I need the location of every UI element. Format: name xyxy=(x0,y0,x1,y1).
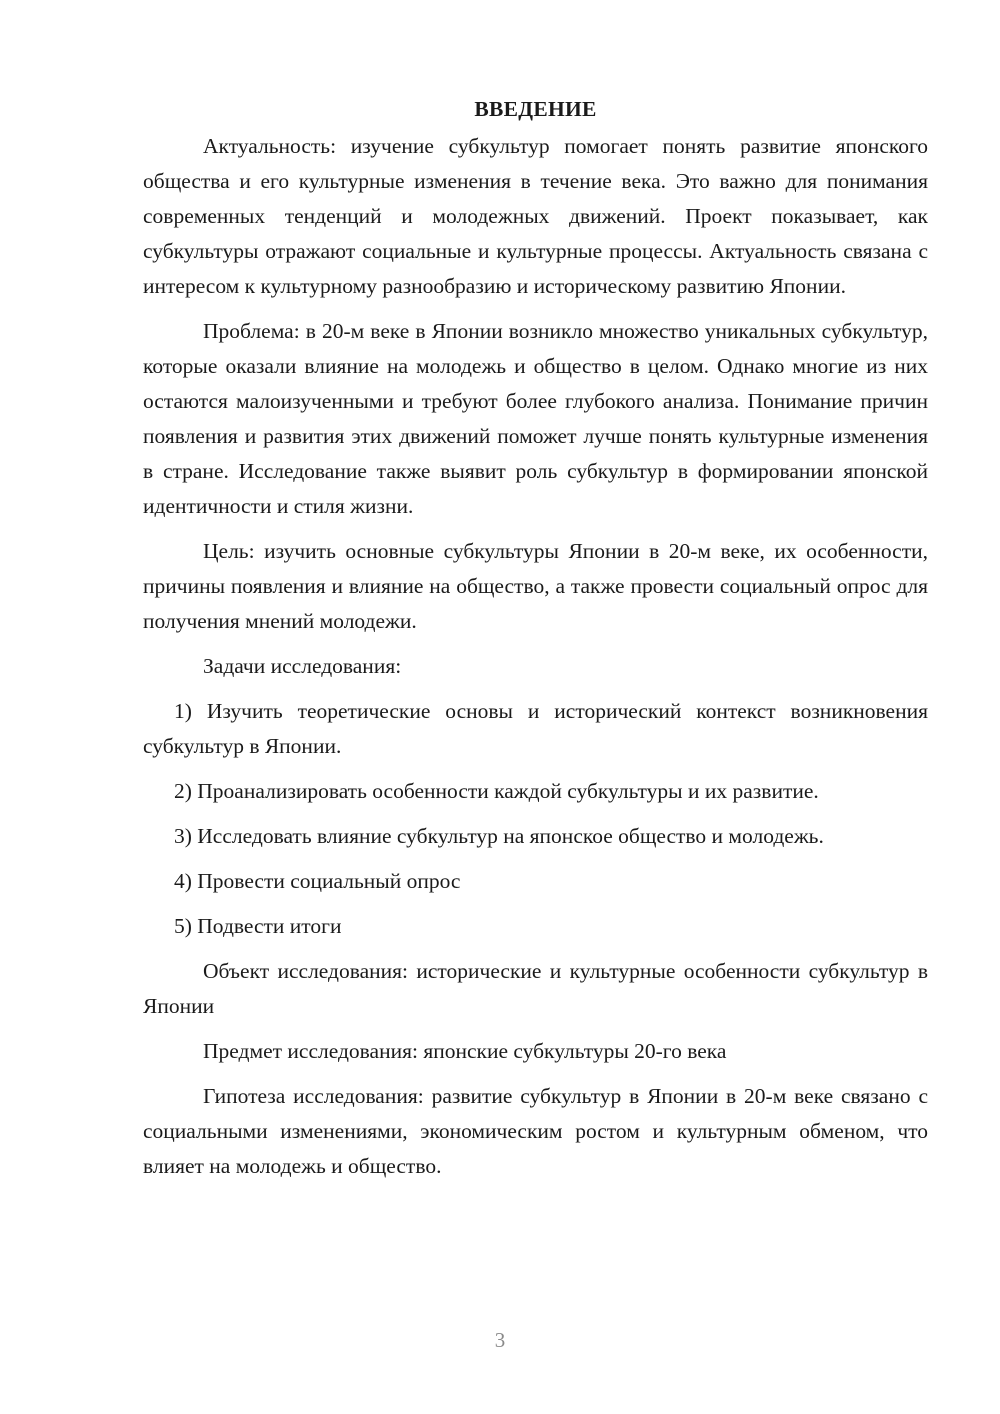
paragraph-goal: Цель: изучить основные субкультуры Японии в 20-м веке, их особенности, причины появления и влияние на общество, а также провести социальный опрос для получения мнений молодежи. xyxy=(143,539,928,633)
paragraph-object: Объект исследования: исторические и культурные особенности субкультур в Японии xyxy=(143,959,928,1018)
paragraph-relevance: Актуальность: изучение субкультур помогает понять развитие японского общества и его культурные изменения в течение века. Это важно для понимания современных тенденций и молодежных движений. Проект показывает, как субкультуры отражают социальные и культурные процессы. Актуальность связана с интересом к культурному разнообразию и историческому развитию Японии. xyxy=(143,134,928,298)
paragraph-hypothesis: Гипотеза исследования: развитие субкультур в Японии в 20-м веке связано с социальными изменениями, экономическим ростом и культурным обменом, что влияет на молодежь и общество. xyxy=(143,1084,928,1178)
document-page xyxy=(143,92,928,1194)
list-item: 4) Провести социальный опрос xyxy=(174,869,461,893)
list-item: 1) Изучить теоретические основы и исторический контекст возникновения субкультур в Японии. xyxy=(143,699,928,758)
list-item: 2) Проанализировать особенности каждой субкультуры и их развитие. xyxy=(174,779,819,803)
page-number: 3 xyxy=(494,1328,506,1352)
tasks-list xyxy=(143,694,928,944)
page-title: ВВЕДЕНИЕ xyxy=(474,97,597,121)
tasks-heading: Задачи исследования: xyxy=(203,654,402,678)
list-item: 5) Подвести итоги xyxy=(174,914,342,938)
list-item: 3) Исследовать влияние субкультур на японское общество и молодежь. xyxy=(174,824,824,848)
paragraph-subject: Предмет исследования: японские субкультуры 20-го века xyxy=(203,1039,727,1063)
paragraph-problem: Проблема: в 20-м веке в Японии возникло множество уникальных субкультур, которые оказали влияние на молодежь и общество в целом. Однако многие из них остаются малоизученными и требуют более глубокого анализа. Понимание причин появления и развития этих движений поможет лучше понять культурные изменения в стране. Исследование также выявит роль субкультур в формировании японской идентичности и стиля жизни. xyxy=(143,319,928,518)
